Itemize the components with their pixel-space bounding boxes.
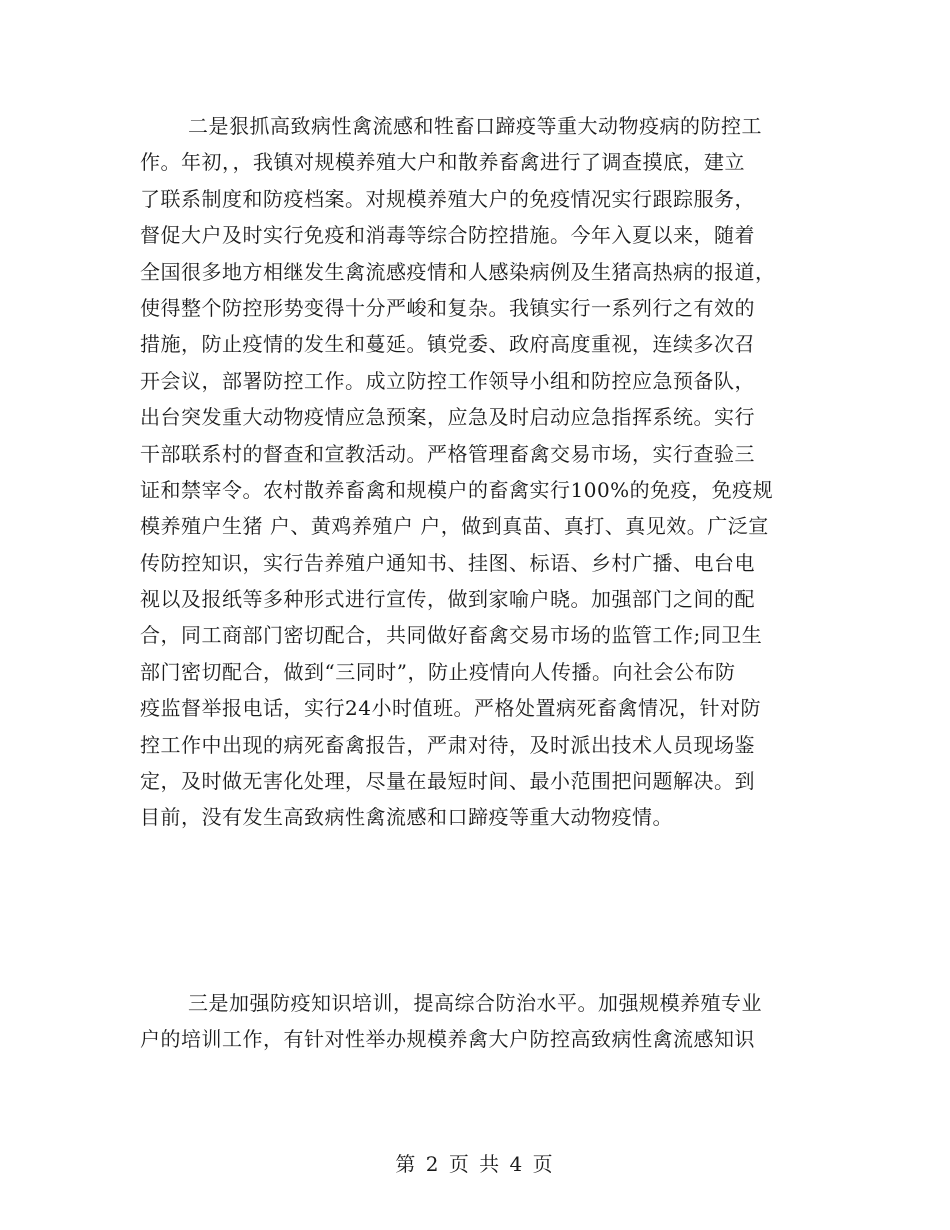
text-line: 了联系制度和防疫档案。对规模养殖大户的免疫情况实行跟踪服务， [140, 186, 755, 211]
text-line: 模养殖户生猪 户、黄鸡养殖户 户，做到真苗、真打、真见效。广泛宣 [140, 514, 769, 539]
text-line: 干部联系村的督查和宣教活动。严格管理畜禽交易市场，实行查验三 [140, 441, 755, 466]
text-line: 二是狠抓高致病性禽流感和牲畜口蹄疫等重大动物疫病的防控工 [188, 114, 762, 138]
text-line: 部门密切配合，做到“三同时”，防止疫情向人传播。向社会公布防 [140, 659, 736, 684]
paragraph-training [140, 985, 810, 1058]
text-line: 视以及报纸等多种形式进行宣传，做到家喻户晓。加强部门之间的配 [140, 587, 755, 612]
text-line: 作。年初，，我镇对规模养殖大户和散养畜禽进行了调查摸底，建立 [140, 150, 745, 175]
text-line: 措施，防止疫情的发生和蔓延。镇党委、政府高度重视，连续多次召 [140, 332, 755, 357]
text-line: 目前，没有发生高致病性禽流感和口蹄疫等重大动物疫情。 [140, 805, 673, 830]
text-line: 户的培训工作，有针对性举办规模养禽大户防控高致病性禽流感知识 [140, 1027, 755, 1052]
text-line: 全国很多地方相继发生禽流感疫情和人感染病例及生猪高热病的报道， [140, 259, 776, 284]
text-line: 开会议，部署防控工作。成立防控工作领导小组和防控应急预备队， [140, 368, 755, 393]
text-line: 合，同工商部门密切配合，共同做好畜禽交易市场的监管工作;同卫生 [140, 623, 763, 648]
paragraph-livestock-disease-control [140, 108, 810, 836]
text-line: 督促大户及时实行免疫和消毒等综合防控措施。今年入夏以来，随着 [140, 223, 755, 248]
text-line: 出台突发重大动物疫情应急预案，应急及时启动应急指挥系统。实行 [140, 405, 755, 430]
text-line: 证和禁宰令。农村散养畜禽和规模户的畜禽实行100%的免疫，免疫规 [140, 477, 774, 502]
text-line: 使得整个防控形势变得十分严峻和复杂。我镇实行一系列行之有效的 [140, 295, 755, 320]
text-line: 定，及时做无害化处理，尽量在最短时间、最小范围把问题解决。到 [140, 769, 755, 794]
text-line: 疫监督举报电话，实行24小时值班。严格处置病死畜禽情况，针对防 [140, 696, 761, 721]
page-footer: 第 2 页 共 4 页 [395, 1152, 555, 1176]
text-line: 三是加强防疫知识培训，提高综合防治水平。加强规模养殖专业 [188, 991, 762, 1015]
text-line: 传防控知识，实行告养殖户通知书、挂图、标语、乡村广播、电台电 [140, 550, 755, 575]
text-line: 控工作中出现的病死畜禽报告，严肃对待，及时派出技术人员现场鉴 [140, 732, 755, 757]
